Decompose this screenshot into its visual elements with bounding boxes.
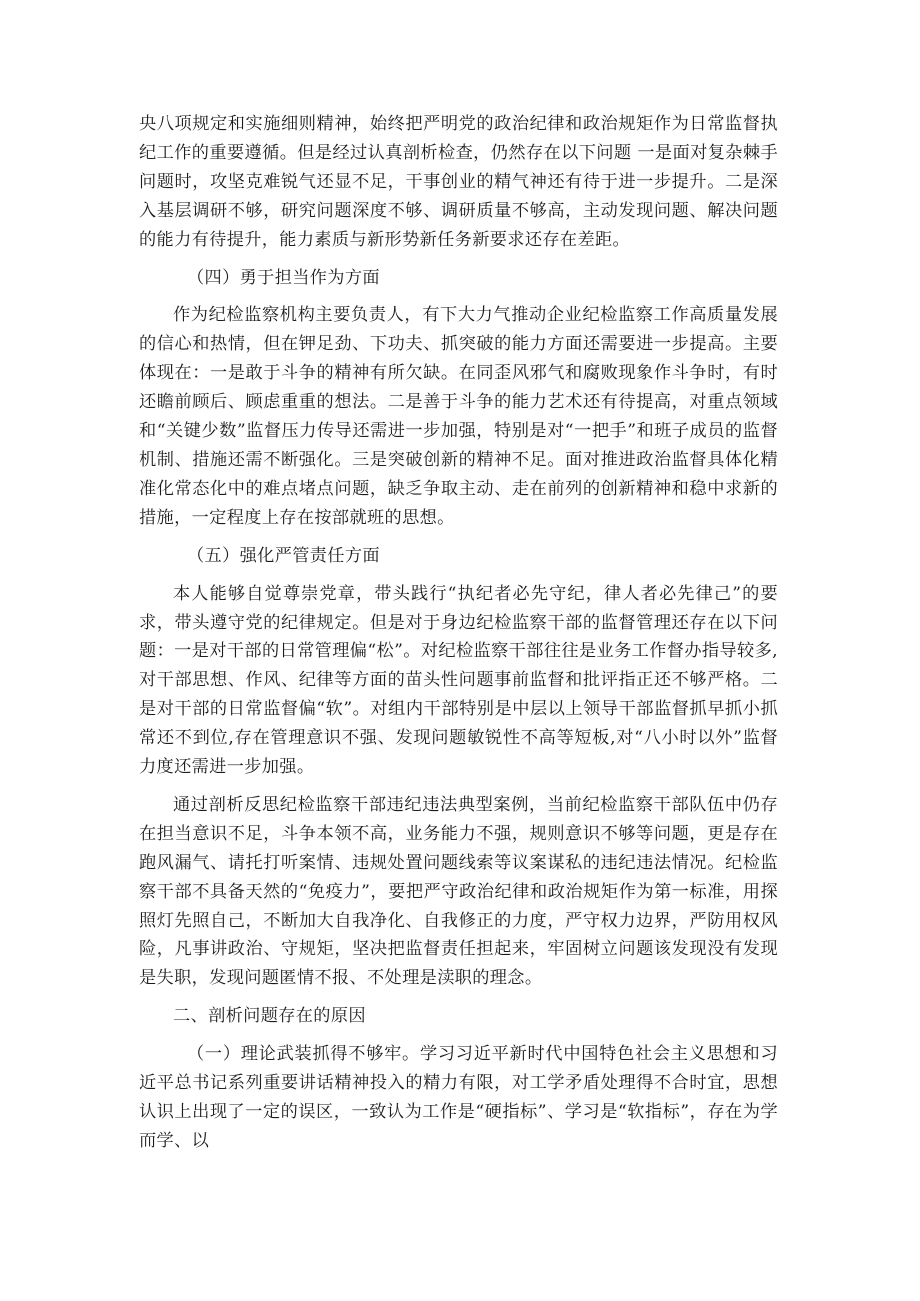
paragraph-strict-management: 本人能够自觉尊崇党章，带头践行“执纪者必先守纪，律人者必先律己”的要求，带头遵守党的纪律规定。但是对于身边纪检监察干部的监督管理还存在以下问题：一是对干部的日常管理偏“松”。对纪检监察干部往往是业务工作督办指导较多,对干部思想、作风、纪律等方面的苗头性问题事前监督和批评指正还不够严格。二是对干部的日常监督偏“软”。对组内干部特别是中层以上领导干部监督抓早抓小抓常还不到位,存在管理意识不强、发现问题敏锐性不高等短板,对“八小时以外”监督力度还需进一步加强。 xyxy=(139,583,778,778)
paragraph-responsibility: 作为纪检监察机构主要负责人，有下大力气推动企业纪检监察工作高质量发展的信心和热情，但在钾足劲、下功夫、抓突破的能力方面还需要进一步提高。主要体现在：一是敢于斗争的精神有所欠缺。在同歪风邪气和腐败现象作斗争时，有时还瞻前顾后、顾虑重重的想法。二是善于斗争的能力艺术还有待提高，对重点领域和“关键少数”监督压力传导还需进一步加强，特别是对“一把手”和班子成员的监督机制、措施还需不断强化。三是突破创新的精神不足。面对推进政治监督具体化精准化常态化中的难点堵点问题，缺乏争取主动、走在前列的创新精神和稳中求新的措施，一定程度上存在按部就班的思想。 xyxy=(139,305,778,528)
paragraph-continued: 央八项规定和实施细则精神，始终把严明党的政治纪律和政治规矩作为日常监督执纪工作的重要遵循。但是经过认真剖析检查，仍然存在以下问题 一是面对复杂棘手问题时，攻坚克难锐气还显不足，干事创业的精气神还有待于进一步提升。二是深入基层调研不够，研究问题深度不够、调研质量不够高，主动发现问题、解决问题的能力有待提升，能力素质与新形势新任务新要求还存在差距。 xyxy=(139,114,778,250)
paragraph-case-reflection: 通过剖析反思纪检监察干部违纪违法典型案例，当前纪检监察干部队伍中仍存在担当意识不足，斗争本领不高，业务能力不强，规则意识不够等问题，更是存在跑风漏气、请托打听案情、违规处置问题线索等议案谋私的违纪违法情况。纪检监察干部不具备天然的“免疫力”，要把严守政治纪律和政治规矩作为第一标准，用探照灯先照自己，不断加大自我净化、自我修正的力度，严守权力边界，严防用权风险，凡事讲政治、守规矩，坚决把监督责任担起来，牢固树立问题该发现没有发现是失职，发现问题匿情不报、不处理是渎职的理念。 xyxy=(139,794,778,989)
section-heading-4: （四）勇于担当作为方面 xyxy=(187,267,380,288)
section-heading-causes: 二、剖析问题存在的原因 xyxy=(173,1006,366,1027)
section-heading-5: （五）强化严管责任方面 xyxy=(187,545,380,566)
paragraph-cause-1: （一）理论武装抓得不够牢。学习习近平新时代中国特色社会主义思想和习近平总书记系列重要讲话精神投入的精力有限，对工学矛盾处理得不合时宜，思想认识上出现了一定的误区，一致认为工作是“硬指标”、学习是“软指标”，存在为学而学、以 xyxy=(139,1044,778,1151)
